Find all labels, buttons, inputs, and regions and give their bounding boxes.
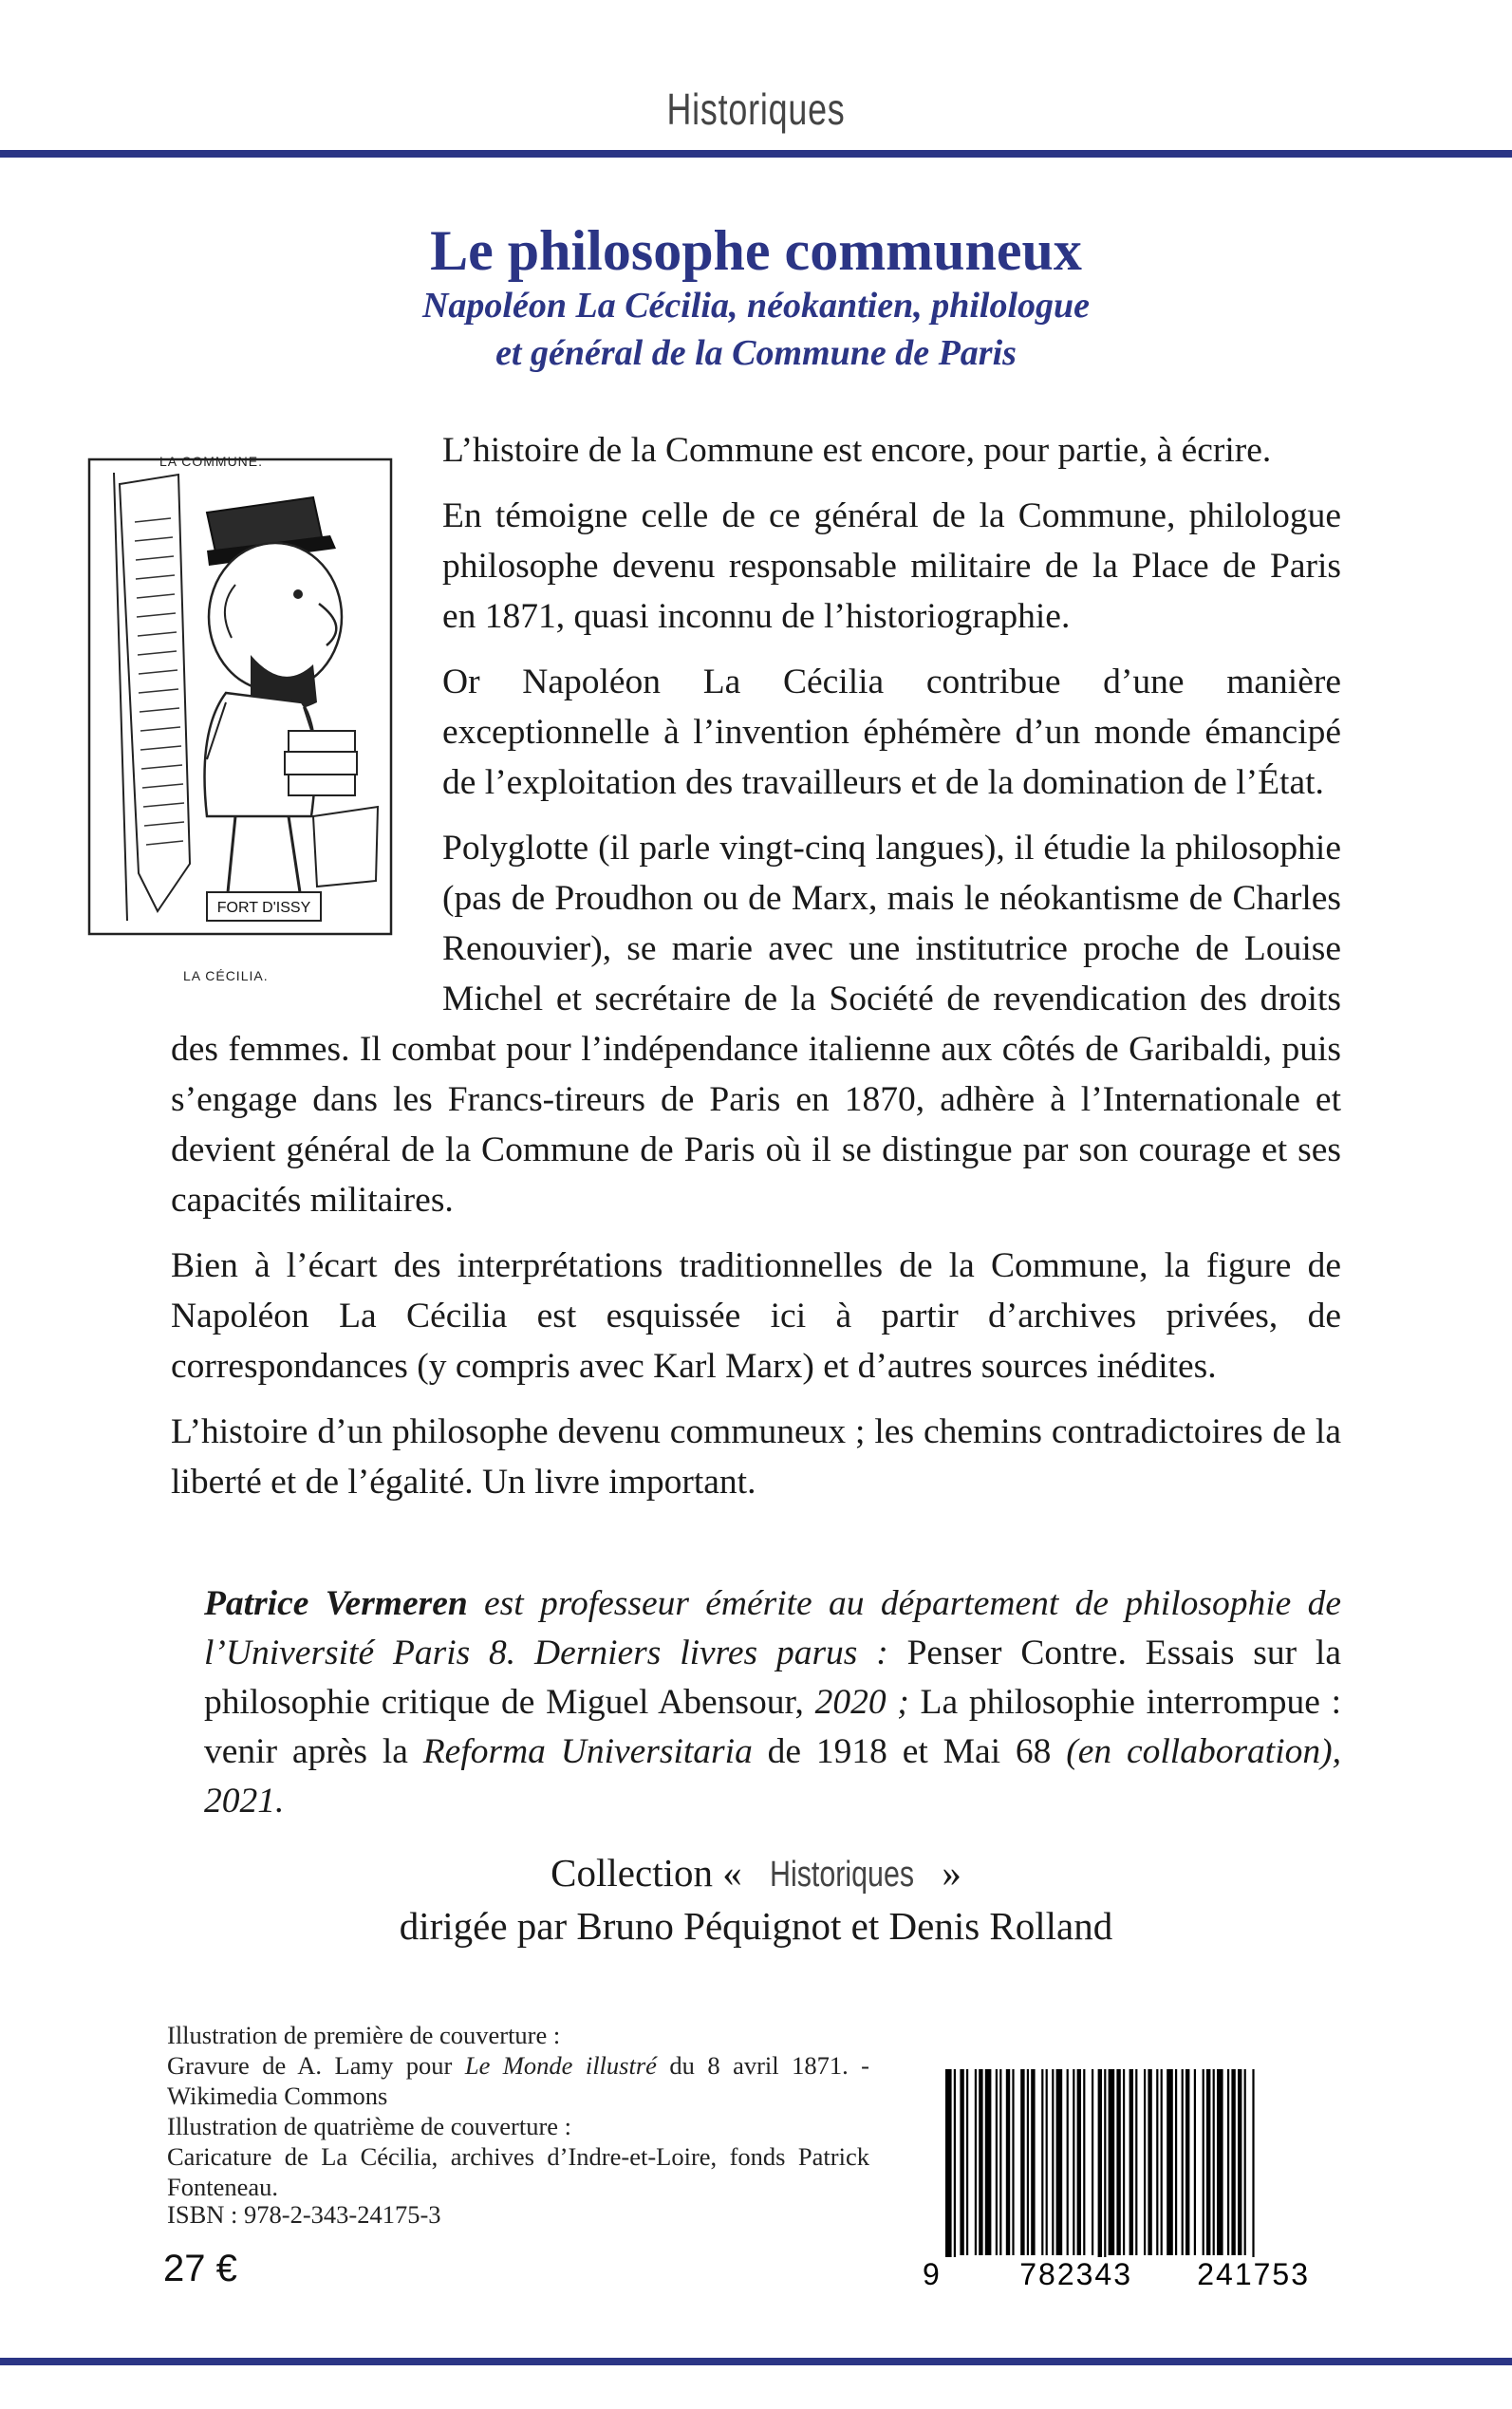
illustration-caption-top: LA COMMUNE. [159, 454, 264, 469]
blurb-paragraph-2: En témoigne celle de ce général de la Commune, philologue philosophe devenu responsable militaire de la Place de Paris en 1871, quasi inconnu de l’historiographie. [442, 496, 1341, 636]
barcode-bar [1194, 2069, 1196, 2255]
barcode-bar [1052, 2069, 1054, 2255]
blurb-paragraph-3: Or Napoléon La Cécilia contribue d’une manière exceptionnelle à l’invention éphémère d’un monde émancipé de l’exploitation des travailleurs et de la domination de l’État. [442, 663, 1341, 802]
barcode-bar [1217, 2069, 1223, 2255]
credits-line2c: du 8 avril 1871. - Wikimedia Commons [167, 2051, 870, 2110]
barcode-bar [954, 2069, 956, 2280]
barcode-bar [1244, 2069, 1246, 2255]
barcode-bar [1161, 2069, 1163, 2255]
book-title: Le philosophe communeux [430, 219, 1082, 282]
bio-book2b: Reforma Universitaria [422, 1732, 753, 1771]
blurb-paragraph-6: L’histoire d’un philosophe devenu communeux ; les chemins contradictoires de la liberté et de l’égalité. Un livre important. [171, 1412, 1341, 1502]
barcode-bar [960, 2069, 963, 2255]
barcode-bar [1083, 2069, 1085, 2255]
barcode-bar [1098, 2069, 1102, 2280]
blurb [159, 425, 1341, 1522]
collection-name: Historiques [769, 1855, 915, 1895]
bio-year1: 2020 ; [814, 1683, 921, 1722]
isbn: ISBN : 978-2-343-24175-3 [167, 2200, 441, 2229]
barcode-bar [1213, 2069, 1215, 2255]
barcode-bar [1041, 2069, 1043, 2255]
barcode-bar [1182, 2069, 1184, 2255]
top-rule [0, 150, 1512, 158]
caricature-illustration [65, 418, 408, 987]
barcode-bar [1092, 2069, 1093, 2255]
barcode-bar [1067, 2069, 1069, 2255]
barcode-bar [975, 2069, 977, 2255]
collection-prefix: Collection « [551, 1851, 752, 1895]
barcode-bar [1167, 2069, 1173, 2255]
barcode-bar [1056, 2069, 1063, 2255]
blurb-paragraph-4: Polyglotte (il parle vingt-cinq langues), il étudie la philosophie (pas de Proudhon ou de Marx, mais le néokantisme de Charles Renouvier), se marie avec une institutrice proche de Louise Michel et secrétaire de la Société de revendication des droits des femmes. Il combat pour l’indépendance italienne aux côtés de Garibaldi, puis s’engage dans les Francs-tireurs de Paris en 1870, adhère à l’Internationale et devient général de la Commune de Paris où il se distingue par son courage et ses capacités militaires. [171, 829, 1341, 1220]
barcode-bar [1006, 2069, 1010, 2255]
blurb-paragraph-1: L’histoire de la Commune est encore, pour partie, à écrire. [442, 431, 1272, 470]
illustration-credits [167, 2020, 869, 2202]
barcode-bar [1129, 2069, 1133, 2255]
caricature-drawing [65, 418, 408, 987]
barcode-bar [1135, 2069, 1137, 2255]
barcode [919, 2069, 1314, 2288]
barcode-bar [996, 2069, 998, 2255]
collection-suffix: » [932, 1851, 961, 1895]
credits-line3: Illustration de quatrième de couverture : [167, 2112, 572, 2140]
barcode-group1: 782343 [1019, 2257, 1132, 2291]
barcode-bar [1175, 2069, 1177, 2255]
barcode-group2: 241753 [1197, 2257, 1310, 2291]
barcode-bar [1073, 2069, 1074, 2255]
barcode-bar [1077, 2069, 1081, 2255]
bio-tail: (en collaboration), 2021. [204, 1732, 1341, 1821]
barcode-bar [1020, 2069, 1024, 2255]
barcode-bar [966, 2069, 968, 2255]
barcode-bar [1252, 2069, 1254, 2280]
barcode-bar [1206, 2069, 1210, 2255]
barcode-bar [1109, 2069, 1115, 2255]
bio-text: est professeur émérite au département de philosophie de l’Université Paris 8. Derniers livres parus : [204, 1584, 1341, 1672]
barcode-digits [919, 2257, 1314, 2292]
barcode-bar [1046, 2069, 1048, 2255]
barcode-bar [1148, 2069, 1151, 2255]
bio-book2a: La philosophie interrompue : venir après la [204, 1683, 1342, 1771]
barcode-bar [1231, 2069, 1235, 2255]
bio-book1: Penser Contre. Essais sur la philosophie critique de Miguel Abensour, [204, 1634, 1341, 1722]
collection-info [0, 1847, 1512, 1951]
price: 27 € [163, 2248, 237, 2289]
barcode-bar [999, 2069, 1001, 2255]
barcode-bar [985, 2069, 992, 2255]
bio-book2c: de 1918 et Mai 68 [752, 1732, 1067, 1771]
illustration-caption-bottom: LA CÉCILIA. [183, 968, 269, 983]
series-name-header: Historiques [666, 84, 846, 134]
author-bio [204, 1579, 1341, 1826]
barcode-bar [1116, 2069, 1120, 2255]
barcode-bar [1144, 2069, 1146, 2255]
book-subtitle-line1: Napoléon La Cécilia, néokantien, philologue [421, 286, 1091, 326]
barcode-bar [979, 2069, 982, 2255]
blurb-paragraph-5: Bien à l’écart des interprétations traditionnelles de la Commune, la figure de Napoléon La Cécilia est esquissée ici à partir d’archives privées, de correspondances (y compris avec Karl Marx) et d’autres sources inédites. [171, 1246, 1341, 1386]
barcode-bar [1185, 2069, 1189, 2255]
credits-line2b: Le Monde illustré [464, 2051, 657, 2080]
book-subtitle-line2: et général de la Commune de Paris [495, 333, 1017, 373]
barcode-bar [1012, 2069, 1014, 2255]
illustration-sign-text: FORT D'ISSY [216, 900, 311, 916]
barcode-bar [1238, 2069, 1241, 2255]
collection-directors: dirigée par Bruno Péquignot et Denis Rolland [399, 1904, 1113, 1948]
author-name: Patrice Vermeren [204, 1584, 468, 1623]
barcode-bar [1104, 2069, 1106, 2280]
barcode-bar [945, 2069, 952, 2280]
credits-line2a: Gravure de A. Lamy pour [167, 2051, 465, 2080]
barcode-bar [1227, 2069, 1229, 2255]
barcode-bar [1031, 2069, 1035, 2255]
credits-line1: Illustration de première de couverture : [167, 2021, 561, 2049]
barcode-first-digit: 9 [923, 2257, 940, 2291]
barcode-bar [1123, 2069, 1125, 2255]
credits-line4: Caricature de La Cécilia, archives d’Indre-et-Loire, fonds Patrick Fonteneau. [167, 2142, 869, 2201]
barcode-bar [1027, 2069, 1029, 2255]
bottom-rule [0, 2358, 1512, 2365]
barcode-bar [1203, 2069, 1204, 2255]
barcode-bar [1156, 2069, 1158, 2255]
